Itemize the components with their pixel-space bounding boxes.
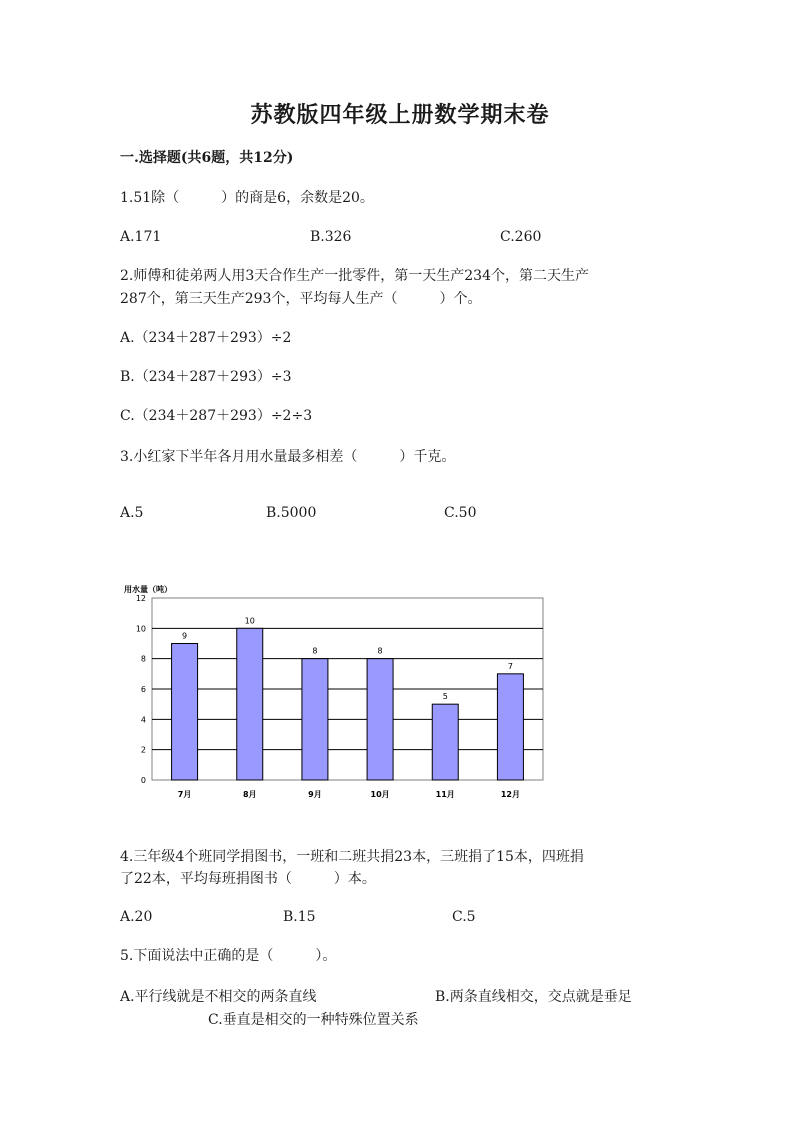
bar-12月: [497, 674, 523, 780]
question-5-stem: 5.下面说法中正确的是（ ）。: [120, 948, 337, 964]
question-1-option-c[interactable]: C.260: [500, 229, 542, 245]
question-4-option-c[interactable]: C.5: [452, 909, 476, 925]
data-label-9月: 8: [312, 646, 318, 656]
question-3-option-b[interactable]: B.5000: [266, 505, 317, 521]
bar-7月: [172, 644, 198, 781]
page-title: 苏教版四年级上册数学期末卷: [250, 102, 550, 128]
y-tick-label-0: 0: [140, 776, 146, 785]
data-label-7月: 9: [182, 631, 188, 641]
x-tick-label-12月: 12月: [500, 790, 520, 799]
bar-11月: [432, 704, 458, 780]
bar-8月: [237, 628, 263, 780]
question-1-option-b[interactable]: B.326: [310, 229, 352, 245]
section-heading: 一.选择题(共6题，共12分): [120, 150, 294, 166]
question-4-option-a[interactable]: A.20: [120, 909, 153, 925]
bar-10月: [367, 659, 393, 780]
question-3-option-c[interactable]: C.50: [444, 505, 477, 521]
y-tick-label-6: 6: [140, 685, 146, 694]
y-tick-label-4: 4: [140, 715, 146, 725]
x-tick-label-8月: 8月: [242, 790, 257, 799]
data-label-10月: 8: [377, 646, 383, 656]
y-tick-label-8: 8: [140, 654, 146, 664]
question-3-option-a[interactable]: A.5: [120, 505, 144, 521]
question-1-option-a[interactable]: A.171: [120, 229, 162, 245]
y-tick-label-10: 10: [135, 624, 146, 634]
question-1-stem: 1.51除（ ）的商是6，余数是20。: [120, 190, 374, 206]
question-4-stem-line-1: 4.三年级4个班同学捐图书，一班和二班共捐23本，三班捐了15本，四班捐: [120, 849, 584, 865]
x-tick-label-7月: 7月: [177, 790, 192, 799]
question-4-stem-line-2: 了22本，平均每班捐图书（ ）本。: [120, 871, 376, 887]
question-2-option-c[interactable]: C.（234＋287＋293）÷2÷3: [120, 408, 313, 424]
x-tick-label-9月: 9月: [308, 790, 322, 799]
data-label-8月: 10: [244, 616, 255, 626]
x-tick-label-10月: 10月: [370, 790, 390, 799]
y-tick-label-2: 2: [140, 745, 146, 755]
question-5-option-c[interactable]: C.垂直是相交的一种特殊位置关系: [208, 1012, 419, 1028]
question-2-option-b[interactable]: B.（234＋287＋293）÷3: [120, 369, 292, 385]
y-axis-label: 用水量（吨）: [124, 585, 172, 594]
x-tick-label-11月: 11月: [435, 790, 455, 799]
data-label-12月: 7: [507, 661, 513, 671]
question-2-stem-line-1: 2.师傅和徒弟两人用3天合作生产一批零件，第一天生产234个，第二天生产: [120, 268, 589, 284]
question-3-stem: 3.小红家下半年各月用水量最多相差（ ）千克。: [120, 449, 456, 465]
question-2-option-a[interactable]: A.（234＋287＋293）÷2: [120, 330, 292, 346]
question-5-option-a[interactable]: A.平行线就是不相交的两条直线: [120, 989, 317, 1005]
question-5-option-b[interactable]: B.两条直线相交，交点就是垂足: [435, 989, 632, 1005]
bar-9月: [302, 659, 328, 780]
question-4-option-b[interactable]: B.15: [283, 909, 316, 925]
question-2-stem-line-2: 287个，第三天生产293个，平均每人生产（ ）个。: [120, 291, 482, 307]
data-label-11月: 5: [442, 692, 448, 702]
y-tick-label-12: 12: [135, 594, 146, 603]
